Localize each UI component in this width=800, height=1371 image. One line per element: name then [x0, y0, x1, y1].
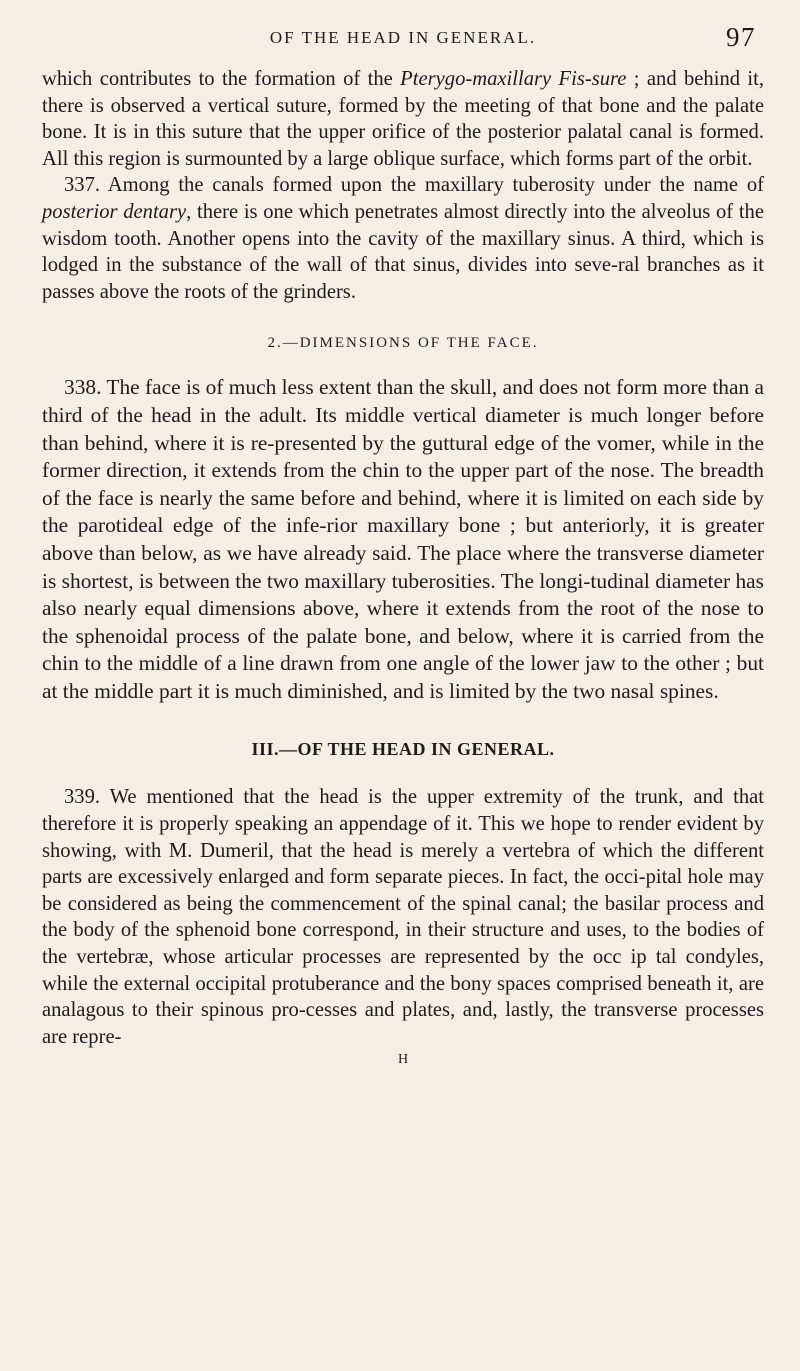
running-head: [42, 22, 764, 58]
running-title: OF THE HEAD IN GENERAL.: [269, 28, 537, 47]
paragraph-338: 338. The face is of much less extent than the skull, and does not form more than a third of the head in the adult. Its middle vertical diameter is much longer before than behind, where it is re-presented by the guttural edge of the vomer, while in the former direction, it extends from the chin to the upper part of the nose. The breadth of the face is nearly the same before and behind, where it is limited on each side by the parotideal edge of the infe-rior maxillary bone ; but anteriorly, it is greater above than below, as we have already said. The place where the transverse diameter is shortest, is between the two maxillary tuberosities. The longi-tudinal diameter has also nearly equal dimensions above, where it extends from the root of the nose to the sphenoidal process of the palate bone, and below, where it is carried from the chin to the middle of a line drawn from one angle of the lower jaw to the other ; but at the middle part it is much diminished, and is limited by the two nasal spines.: [42, 375, 764, 703]
italic-term: Pterygo-maxillary Fis-sure: [400, 68, 627, 90]
section-heading-dimensions: 2.—DIMENSIONS OF THE FACE.: [267, 335, 539, 352]
paragraph-text: , there is one which penetrates almost directly into the alveolus of the wisdom tooth. Another opens into the cavity of the maxillary sinus. A third, which is lodged in the substance of the wall of that sinus, divides into seve-ral branches as it passes above the roots of the grinders.: [42, 200, 764, 303]
paragraph-text: 337. Among the canals formed upon the maxillary tuberosity under the name of: [64, 174, 764, 197]
signature-mark: H: [397, 1052, 409, 1068]
section-heading-head-in-general: III.—OF THE HEAD IN GENERAL.: [251, 739, 555, 760]
paragraph-continued: [42, 66, 764, 172]
paragraph-337: [42, 172, 764, 305]
italic-term: posterior dentary: [42, 200, 187, 223]
paragraph-text: which contributes to the formation of the: [42, 68, 401, 90]
paragraph-339: 339. We mentioned that the head is the upper extremity of the trunk, and that therefore it is properly speaking an appendage of it. This we hope to render evident by showing, with M. Dumeril, that the head is merely a vertebra of which the different parts are excessively enlarged and form separate pieces. In fact, the occi-pital hole may be considered as being the commencement of the spinal canal; the basilar process and the body of the sphenoid bone correspond, in their structure and uses, to the bodies of the vertebræ, whose articular processes are represented by the occ ip tal condyles, while the external occipital protuberance and the bony spaces comprised beneath it, are analagous to their spinous pro-cesses and plates, and, lastly, the transverse processes are repre-: [42, 786, 764, 1048]
paragraph-text: ; and behind it, there is observed a vertical suture, formed by the meeting of that bone and the palate bone. It is in this suture that the upper orifice of the posterior palatal canal is formed. All this region is surmounted by a large oblique surface, which forms part of the orbit.: [42, 68, 765, 170]
page-number: 97: [726, 22, 756, 52]
